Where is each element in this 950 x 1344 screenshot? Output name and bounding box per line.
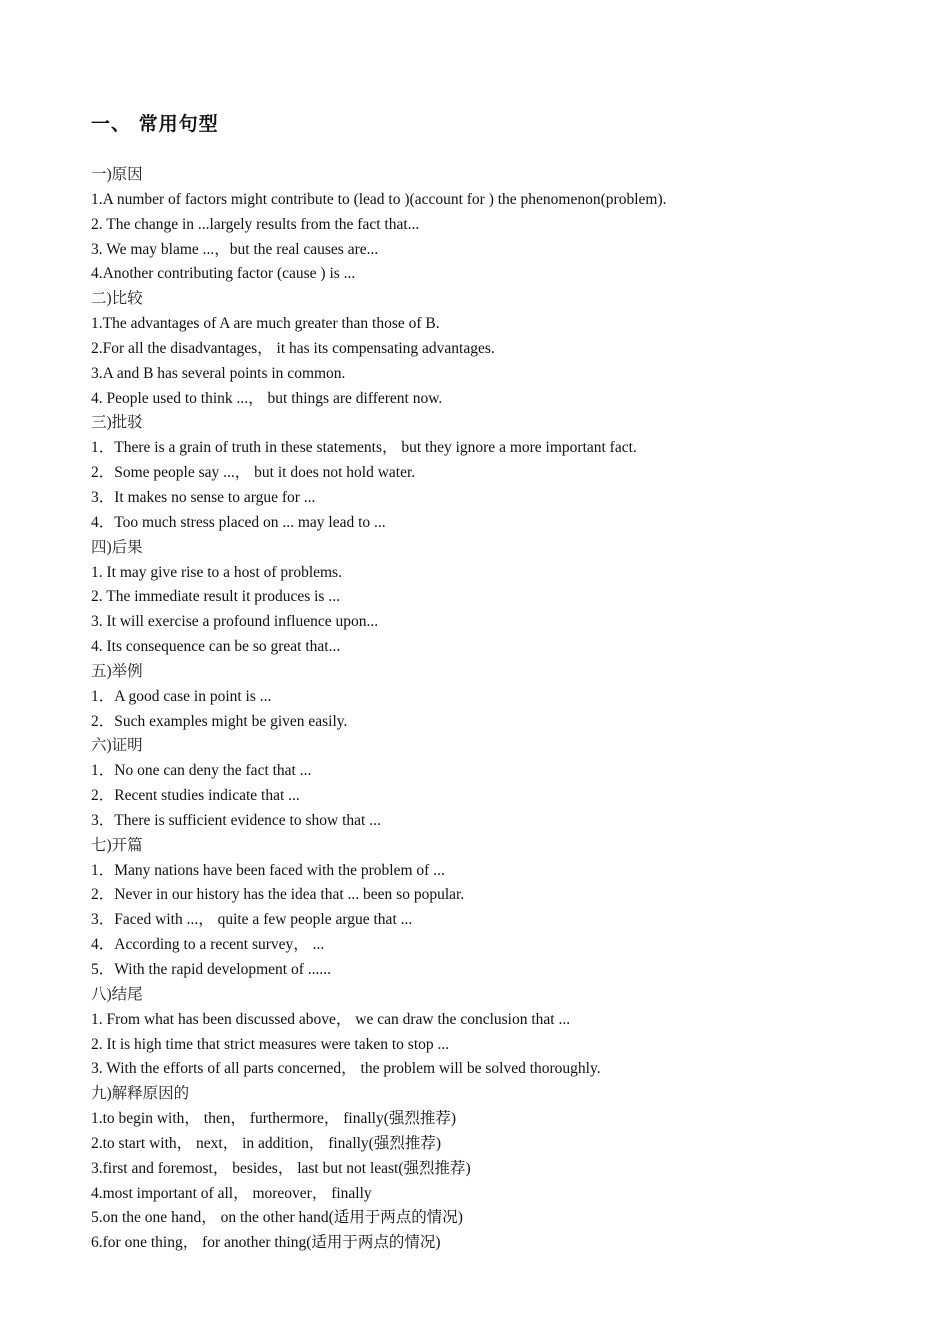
section-heading: 三)批驳 (91, 414, 143, 432)
list-item: 1. From what has been discussed above， we can draw the conclusion that ... (91, 1010, 571, 1028)
list-item: 4. People used to think ...， but things are different now. (91, 389, 443, 407)
list-item: 3．It makes no sense to argue for ... (91, 488, 316, 506)
list-item: 3.first and foremost， besides， last but not least(强烈推荐) (91, 1159, 471, 1177)
list-item: 2.to start with， next， in addition， finally(强烈推荐) (91, 1134, 441, 1152)
list-item: 4．According to a recent survey， ... (91, 936, 325, 954)
content-lines (91, 163, 891, 1256)
list-item: 1．A good case in point is ... (91, 687, 272, 705)
list-item: 1. It may give rise to a host of problems. (91, 563, 342, 581)
section-heading: 六)证明 (91, 737, 143, 755)
list-item: 5．With the rapid development of ...... (91, 961, 332, 978)
list-item: 2．Some people say ...， but it does not hold water. (91, 464, 416, 482)
document-page (91, 108, 891, 1256)
section-heading: 四)后果 (91, 538, 143, 556)
list-item: 2．Never in our history has the idea that ... been so popular. (91, 886, 465, 904)
list-item: 1.to begin with， then， furthermore， finally(强烈推荐) (91, 1110, 457, 1128)
section-heading: 七)开篇 (91, 836, 143, 854)
list-item: 2．Such examples might be given easily. (91, 712, 348, 730)
list-item: 1.A number of factors might contribute to (lead to )(account for ) the phenomenon(problem). (91, 190, 667, 208)
list-item: 2.For all the disadvantages， it has its compensating advantages. (91, 339, 495, 357)
list-item: 1．Many nations have been faced with the problem of ... (91, 861, 445, 879)
section-heading: 八)结尾 (91, 985, 143, 1003)
list-item: 2. The change in ...largely results from the fact that... (91, 215, 420, 233)
section-heading: 九)解释原因的 (91, 1085, 190, 1103)
list-item: 2．Recent studies indicate that ... (91, 787, 300, 805)
list-item: 5.on the one hand， on the other hand(适用于两点的情况) (91, 1209, 463, 1227)
list-item: 1．There is a grain of truth in these statements， but they ignore a more important fact. (91, 439, 637, 457)
section-heading: 一)原因 (91, 166, 143, 183)
list-item: 4．Too much stress placed on ... may lead to ... (91, 513, 386, 531)
section-heading: 二)比较 (91, 290, 143, 308)
list-item: 1．No one can deny the fact that ... (91, 762, 312, 780)
section-heading: 五)举例 (91, 662, 143, 680)
document-title: 一、 常用句型 (91, 113, 219, 135)
list-item: 3．Faced with ...， quite a few people argue that ... (91, 911, 413, 929)
list-item: 1.The advantages of A are much greater than those of B. (91, 315, 440, 333)
list-item: 4. Its consequence can be so great that... (91, 638, 341, 656)
list-item: 2. It is high time that strict measures were taken to stop ... (91, 1035, 450, 1053)
list-item: 2. The immediate result it produces is ... (91, 588, 340, 606)
list-item: 3. With the efforts of all parts concerned， the problem will be solved thoroughly. (91, 1060, 601, 1078)
list-item: 4.Another contributing factor (cause ) is ... (91, 265, 356, 283)
list-item: 3．There is sufficient evidence to show that ... (91, 811, 381, 829)
list-item: 3.A and B has several points in common. (91, 364, 346, 382)
list-item: 3. It will exercise a profound influence upon... (91, 613, 379, 631)
list-item: 6.for one thing， for another thing(适用于两点的情况) (91, 1234, 441, 1252)
list-item: 4.most important of all， moreover， finally (91, 1184, 372, 1202)
list-item: 3. We may blame ...，but the real causes are... (91, 240, 379, 258)
